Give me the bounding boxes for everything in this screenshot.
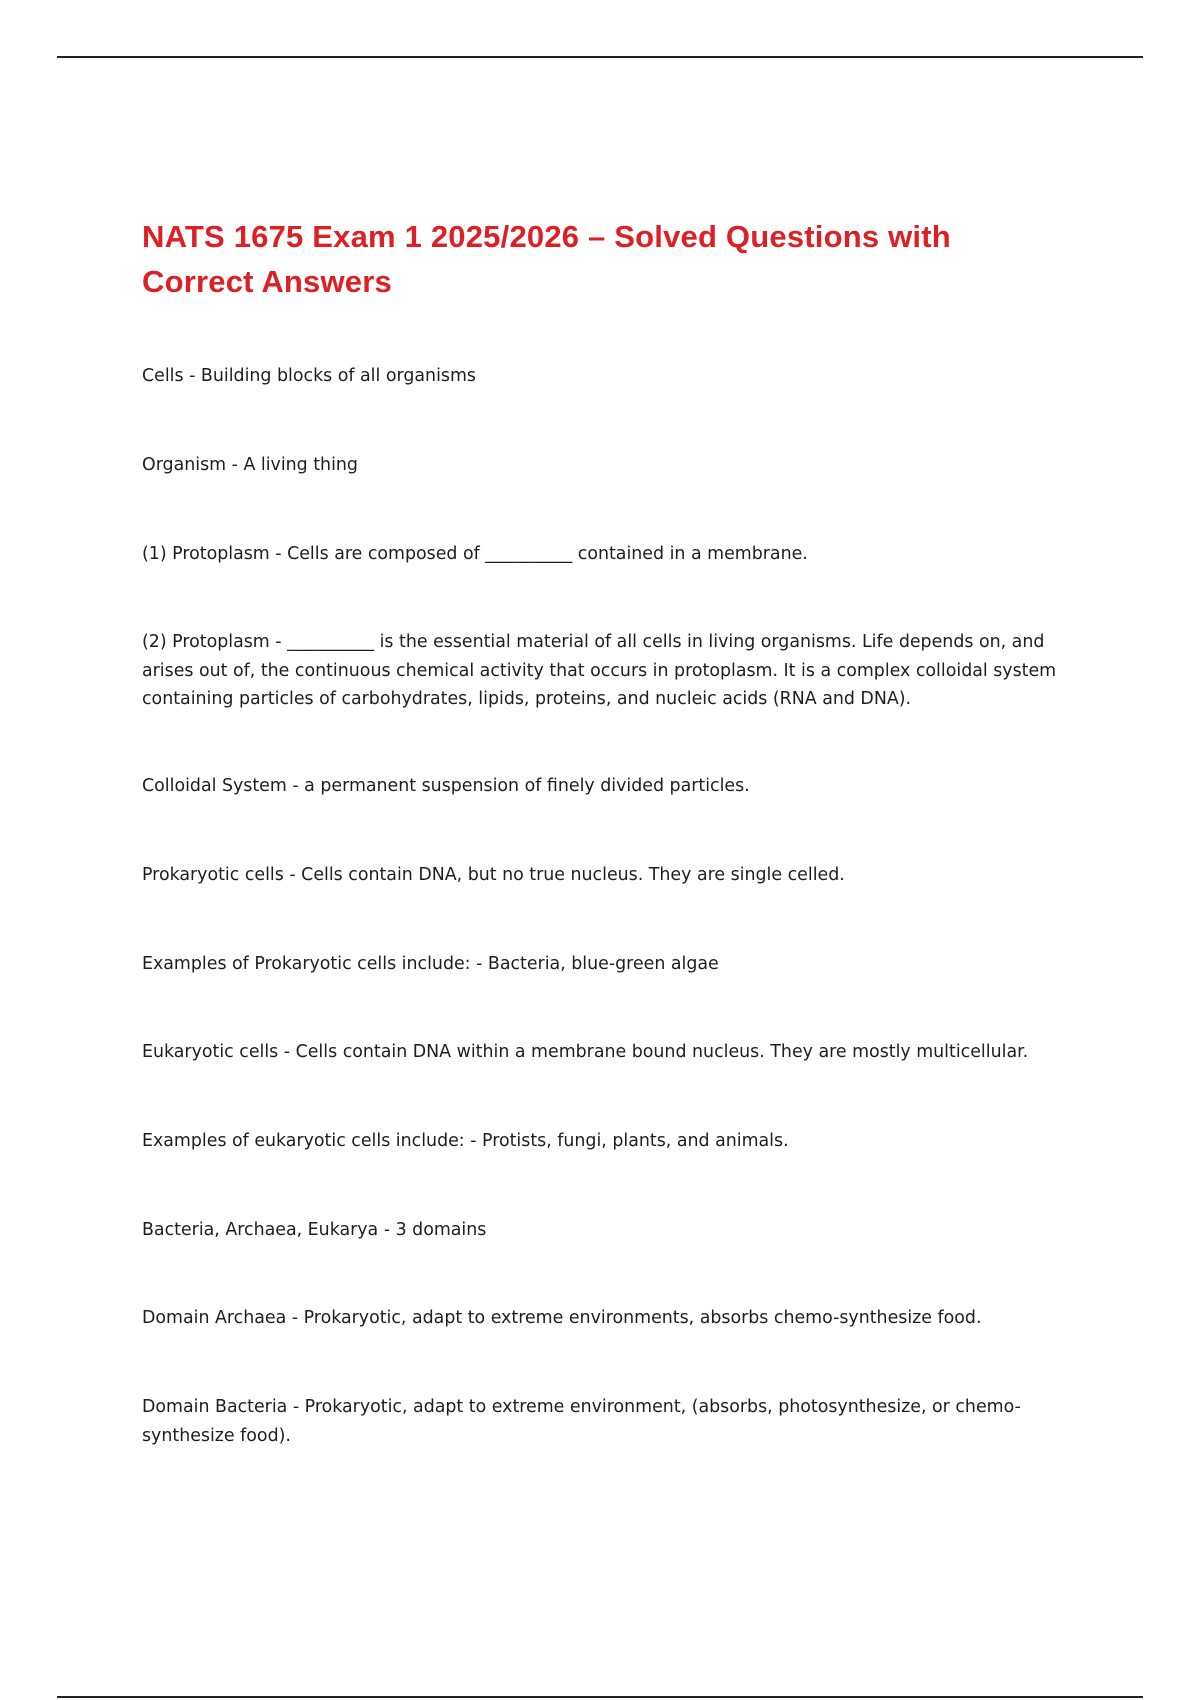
entry-protoplasm-1 (142, 540, 1072, 569)
entry-definition: Prokaryotic, adapt to extreme environments, absorbs chemo-synthesize food. (303, 1308, 982, 1328)
entry-separator: - (278, 1042, 296, 1062)
entry-protoplasm-2 (142, 628, 1072, 714)
entry-separator: - (286, 1308, 304, 1328)
top-rule (57, 56, 1143, 58)
entry-term: (1) Protoplasm (142, 544, 270, 564)
entry-definition: Bacteria, blue-green algae (487, 954, 719, 974)
entry-cells (142, 362, 1072, 391)
entry-term: Eukaryotic cells (142, 1042, 279, 1062)
entry-separator: - (269, 544, 288, 564)
entry-definition: Prokaryotic, adapt to extreme environment, (absorbs, photosynthesize, or chemo-synthesize food). (142, 1397, 1021, 1446)
entry-domain-bacteria (142, 1393, 1072, 1450)
entry-separator: - (269, 632, 288, 652)
entry-definition: A living thing (243, 455, 358, 475)
entry-eukaryotic-cells (142, 1038, 1072, 1067)
entry-separator: - (470, 954, 488, 974)
entry-separator: - (286, 776, 305, 796)
entry-organism (142, 451, 1072, 480)
entry-term: Colloidal System (142, 776, 287, 796)
entry-term: Organism (142, 455, 227, 475)
entry-term: Examples of Prokaryotic cells include: (142, 954, 471, 974)
entry-term: Prokaryotic cells (142, 865, 284, 885)
entry-definition: Cells contain DNA within a membrane bound nucleus. They are mostly multicellular. (295, 1042, 1029, 1062)
entry-definition: Protists, fungi, plants, and animals. (482, 1131, 789, 1151)
entry-separator: - (287, 1397, 305, 1417)
entry-definition: Cells are composed of __________ contained in a membrane. (287, 544, 808, 564)
document-title: NATS 1675 Exam 1 2025/2026 – Solved Questions with Correct Answers (142, 219, 951, 299)
entry-term: (2) Protoplasm (142, 632, 270, 652)
entry-definition: Cells contain DNA, but no true nucleus. They are single celled. (301, 865, 845, 885)
entry-three-domains (142, 1216, 1072, 1245)
entry-definition: 3 domains (395, 1220, 487, 1240)
entry-separator: - (378, 1220, 396, 1240)
entry-term: Domain Bacteria (142, 1397, 288, 1417)
entry-separator: - (183, 366, 201, 386)
entry-term: Bacteria, Archaea, Eukarya (142, 1220, 379, 1240)
entry-term: Examples of eukaryotic cells include: (142, 1131, 465, 1151)
entry-definition: __________ is the essential material of all cells in living organisms. Life depends on, and arises out of, the continuous chemical activity that occurs in protoplasm. It is a complex colloidal system containing particles of carbohydrates, lipids, proteins, and nucleic acids (RNA and DNA). (142, 632, 1057, 709)
entry-definition: Building blocks of all organisms (200, 366, 476, 386)
entry-term: Cells (142, 366, 184, 386)
entry-prokaryotic-cells (142, 861, 1072, 890)
entry-separator: - (464, 1131, 483, 1151)
entry-definition: a permanent suspension of finely divided particles. (304, 776, 750, 796)
entry-domain-archaea (142, 1304, 1072, 1333)
entry-separator: - (283, 865, 302, 885)
bottom-rule (57, 1696, 1143, 1698)
entry-eukaryotic-examples (142, 1127, 1072, 1156)
entry-separator: - (226, 455, 244, 475)
entry-term: Domain Archaea (142, 1308, 287, 1328)
entry-prokaryotic-examples (142, 950, 1072, 979)
entry-colloidal-system (142, 772, 1072, 801)
